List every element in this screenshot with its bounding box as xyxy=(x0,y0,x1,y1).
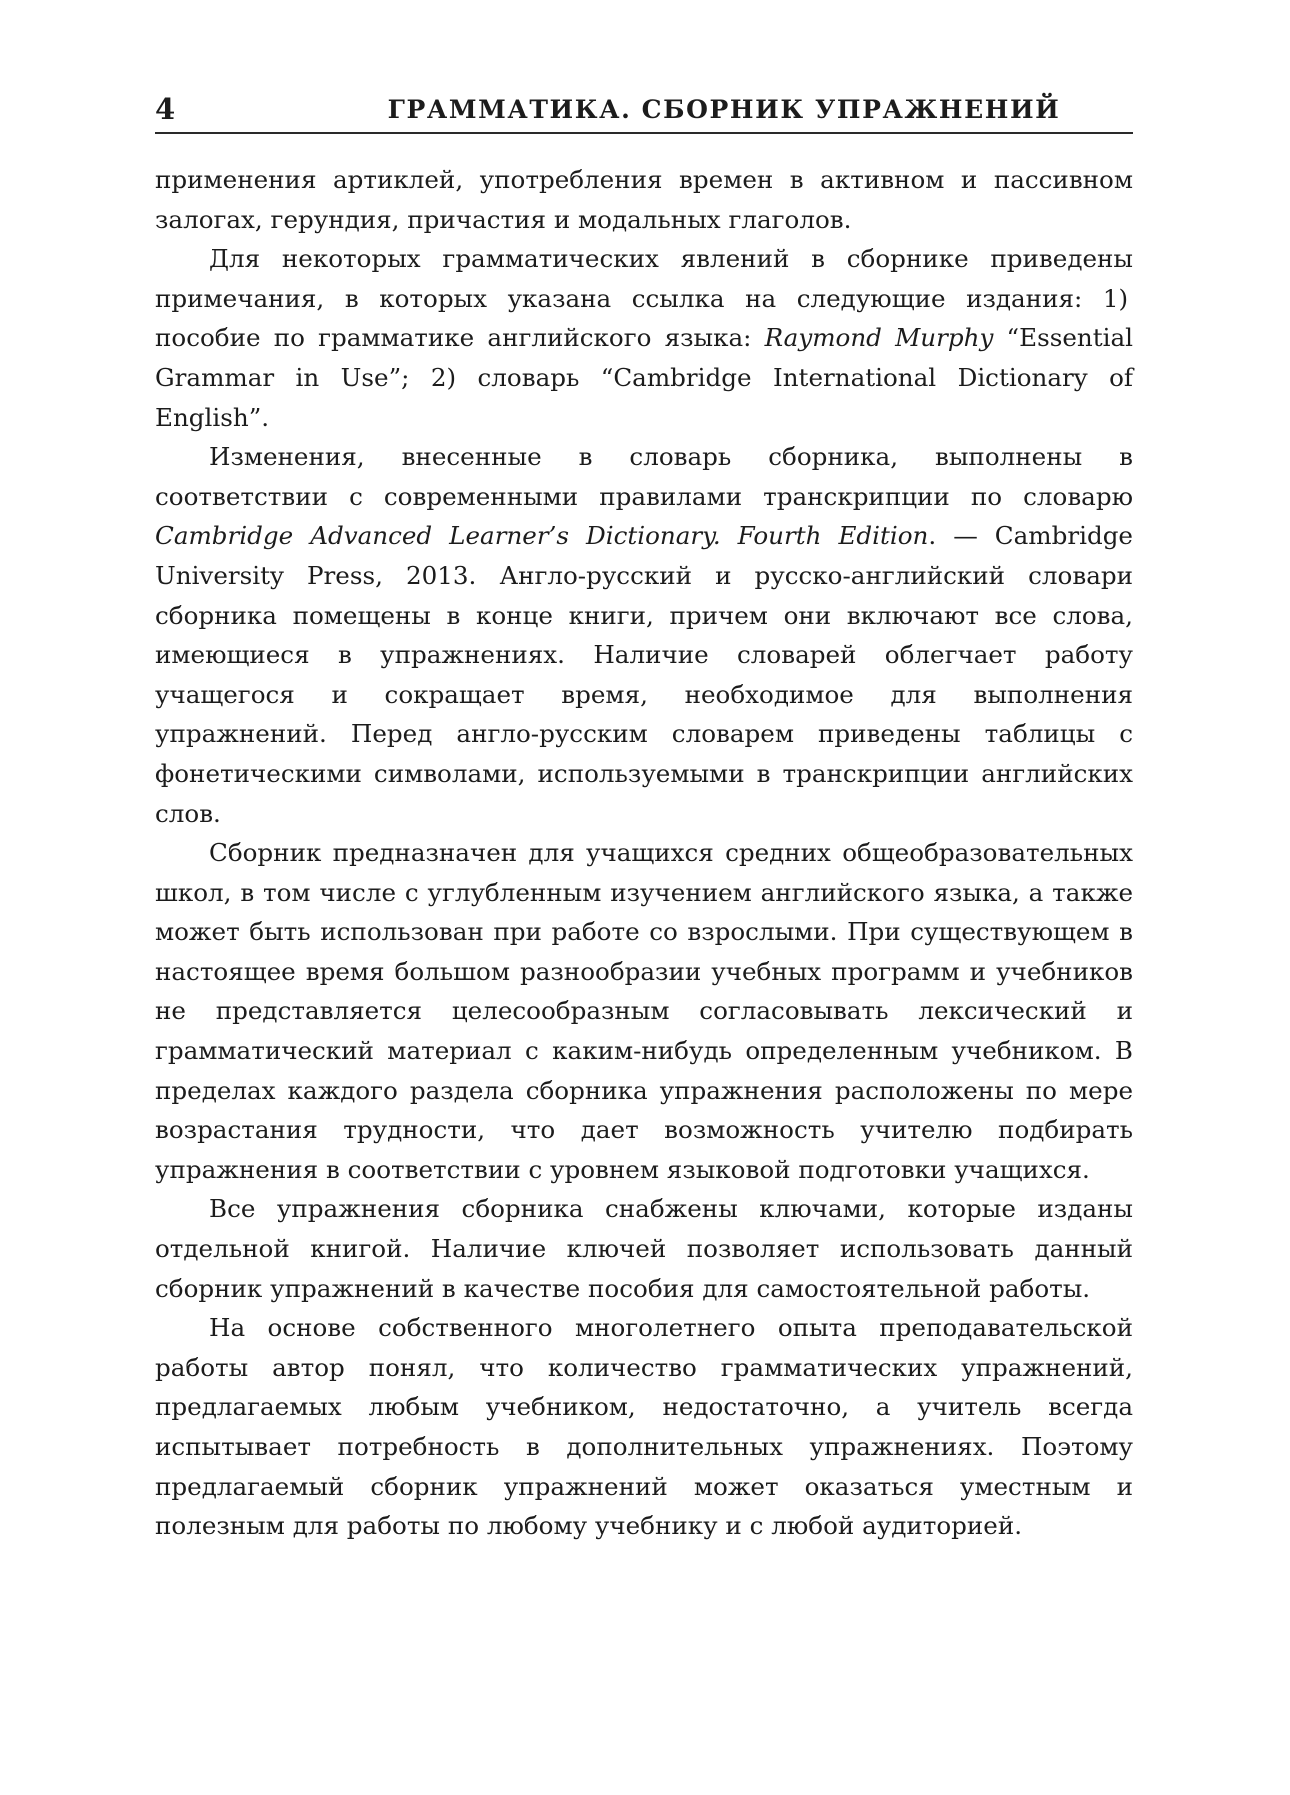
paragraph-author-experience xyxy=(155,1308,1133,1546)
book-page xyxy=(155,86,1133,1766)
running-header xyxy=(155,86,1133,134)
header-title: ГРАММАТИКА. СБОРНИК УПРАЖНЕНИЙ xyxy=(387,95,1061,124)
paragraph-text: Изменения, внесенные в словарь сборника, выполнены в соответствии с современными правилами транскрипции по словарю xyxy=(155,442,1133,511)
page-number: 4 xyxy=(155,92,176,126)
paragraph-text: Все упражнения сборника снабжены ключами, которые изданы отдельной книгой. Наличие ключей позволяет использовать данный сборник упражнений в качестве пособия для самостоятельной работы. xyxy=(155,1194,1133,1303)
paragraph-text: . — Cambridge University Press, 2013. Англо-русский и русско-английский словари сборника помещены в конце книги, причем они включают все слова, имеющиеся в упражнениях. Наличие словарей облегчает работу учащегося и сокращает время, необходимое для выполнения упражнений. Перед англо-русским словарем приведены таблицы с фонетическими символами, используемыми в транскрипции английских слов. xyxy=(155,521,1133,828)
paragraph-notes-references xyxy=(155,239,1133,437)
paragraph-text: Для некоторых грамматических явлений в сборнике приведены примечания, в которых указана ссылка на следующие издания: 1) пособие по грамматике английского языка: xyxy=(155,244,1133,353)
paragraph-dictionary-changes xyxy=(155,437,1133,833)
dictionary-title-italic: Cambridge Advanced Learner’s Dictionary. Fourth Edition xyxy=(155,521,929,551)
author-name-italic: Raymond Murphy xyxy=(764,323,994,353)
paragraph-text: На основе собственного многолетнего опыта преподавательской работы автор понял, что количество грамматических упражнений, предлагаемых любым учебником, недостаточно, а учитель всегда испытывает потребность в дополнительных упражнениях. Поэтому предлагаемый сборник упражнений может оказаться уместным и полезным для работы по любому учебнику и с любой аудиторией. xyxy=(155,1313,1133,1541)
paragraph-text: “Essential Grammar in Use”; 2) словарь “Cambridge International Dictionary of English”. xyxy=(155,323,1133,432)
paragraph-text: Сборник предназначен для учащихся средних общеобразовательных школ, в том числе с углубленным изучением английского языка, а также может быть использован при работе со взрослыми. При существующем в настоящее время большом разнообразии учебных программ и учебников не представляется целесообразным согласовывать лексический и грамматический материал с каким-нибудь определенным учебником. В пределах каждого раздела сборника упражнения расположены по мере возрастания трудности, что дает возможность учителю подбирать упражнения в соответствии с уровнем языковой подготовки учащихся. xyxy=(155,838,1133,1184)
paragraph-answer-keys xyxy=(155,1189,1133,1308)
paragraph-continuation xyxy=(155,160,1133,239)
paragraph-audience xyxy=(155,833,1133,1189)
body-text xyxy=(155,160,1133,1546)
paragraph-text: применения артиклей, употребления времен в активном и пассивном залогах, герундия, причастия и модальных глаголов. xyxy=(155,165,1133,234)
